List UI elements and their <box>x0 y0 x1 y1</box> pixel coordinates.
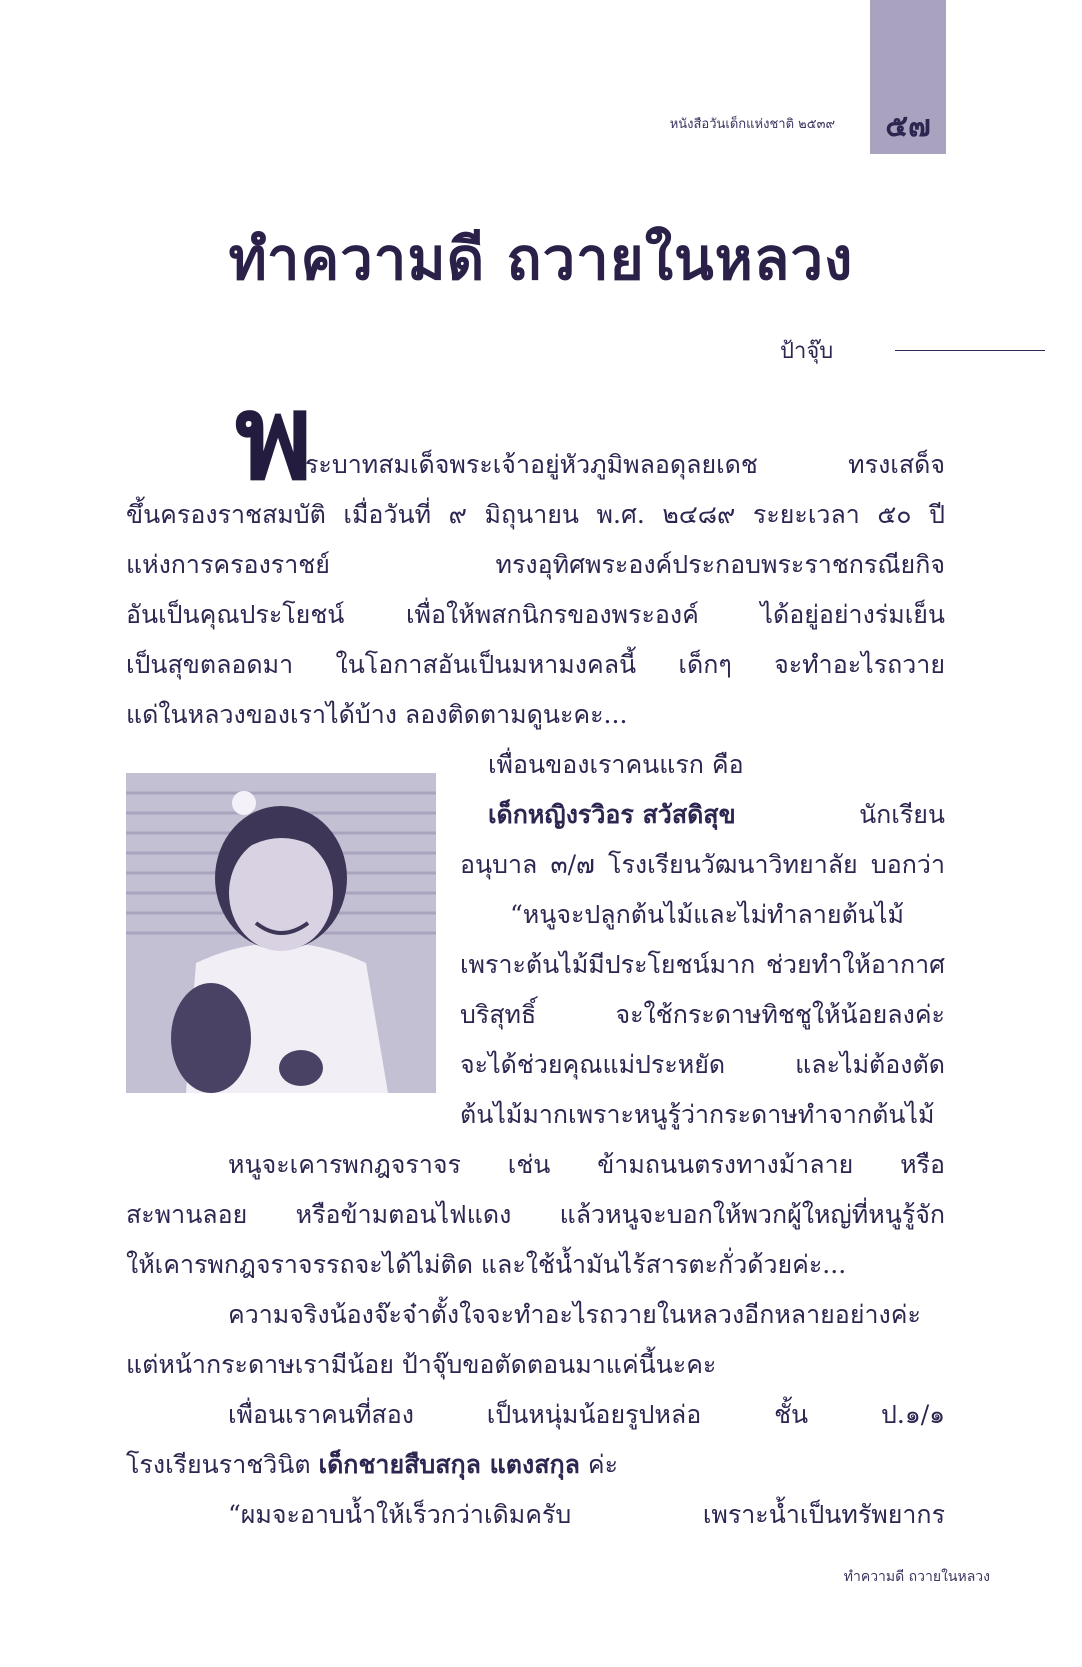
body-line: หนูจะเคารพกฎจราจร เช่น ข้ามถนนตรงทางม้าลาย หรือ <box>228 1150 945 1179</box>
friend1-intro: เพื่อนของเราคนแรก คือ <box>488 750 744 779</box>
body-line: แห่งการครองราชย์ ทรงอุทิศพระองค์ประกอบพระราชกรณียกิจ <box>126 550 945 579</box>
body-line: บริสุทธิ์ จะใช้กระดาษทิชชูให้น้อยลงค่ะ <box>460 1000 945 1029</box>
child-photo-graphic <box>126 773 436 1093</box>
author-rule <box>895 350 1045 351</box>
body-line: เพื่อนเราคนที่สอง เป็นหนุ่มน้อยรูปหล่อ ชั้น ป.๑/๑ <box>228 1400 945 1429</box>
body-line: สะพานลอย หรือข้ามตอนไฟแดง แล้วหนูจะบอกให้พวกผู้ใหญ่ที่หนูรู้จัก <box>126 1200 945 1229</box>
body-line: แต่หน้ากระดาษเรามีน้อย ป้าจุ๊บขอตัดตอนมาแค่นี้นะคะ <box>126 1350 717 1379</box>
running-footer: ทำความดี ถวายในหลวง <box>843 1569 990 1585</box>
body-line: ให้เคารพกฎจราจรรถจะได้ไม่ติด และใช้น้ำมันไร้สารตะกั่วด้วยค่ะ... <box>126 1250 847 1279</box>
running-header: หนังสือวันเด็กแห่งชาติ ๒๕๓๙ <box>669 117 835 132</box>
body-line: “ผมจะอาบน้ำให้เร็วกว่าเดิมครับ เพราะน้ำเป็นทรัพยากร <box>228 1500 945 1529</box>
friend2-line <box>126 1448 618 1482</box>
body-line: อันเป็นคุณประโยชน์ เพื่อให้พสกนิกรของพระองค์ ได้อยู่อย่างร่มเย็น <box>126 600 945 629</box>
child-photo <box>126 773 436 1093</box>
body-line: เพราะต้นไม้มีประโยชน์มาก ช่วยทำให้อากาศ <box>460 950 945 979</box>
friend2-end: ค่ะ <box>587 1450 619 1479</box>
body-line: อนุบาล ๓/๗ โรงเรียนวัฒนาวิทยาลัย บอกว่า <box>460 850 945 879</box>
page-number: ๕๗ <box>885 109 931 144</box>
body-line: เป็นสุขตลอดมา ในโอกาสอันเป็นมหามงคลนี้ เด็กๆ จะทำอะไรถวาย <box>126 650 945 679</box>
friend1-name: เด็กหญิงรวิอร สวัสดิสุข <box>488 800 736 829</box>
body-line: ขึ้นครองราชสมบัติ เมื่อวันที่ ๙ มิถุนายน พ.ศ. ๒๔๘๙ ระยะเวลา ๕๐ ปี <box>126 500 945 529</box>
drop-cap: พ <box>235 367 313 506</box>
friend2-name: เด็กชายสืบสกุล แตงสกุล <box>318 1450 580 1479</box>
friend1-line <box>488 798 945 832</box>
article-title: ทำความดี ถวายในหลวง <box>228 225 854 293</box>
friend2-school: โรงเรียนราชวินิต <box>126 1450 311 1479</box>
friend1-role: นักเรียน <box>859 800 945 829</box>
body-line: จะได้ช่วยคุณแม่ประหยัด และไม่ต้องตัด <box>460 1050 945 1079</box>
body-line: ระบาทสมเด็จพระเจ้าอยู่หัวภูมิพลอดุลยเดช ทรงเสด็จ <box>305 450 945 479</box>
body-line: ความจริงน้องจ๊ะจ๋าตั้งใจจะทำอะไรถวายในหลวงอีกหลายอย่างค่ะ <box>228 1300 921 1329</box>
body-line: ต้นไม้มากเพราะหนูรู้ว่ากระดาษทำจากต้นไม้ <box>460 1100 935 1129</box>
author-name: ป้าจุ๊บ <box>780 339 834 364</box>
body-line: แด่ในหลวงของเราได้บ้าง ลองติดตามดูนะคะ... <box>126 700 628 729</box>
body-line: “หนูจะปลูกต้นไม้และไม่ทำลายต้นไม้ <box>510 900 904 929</box>
